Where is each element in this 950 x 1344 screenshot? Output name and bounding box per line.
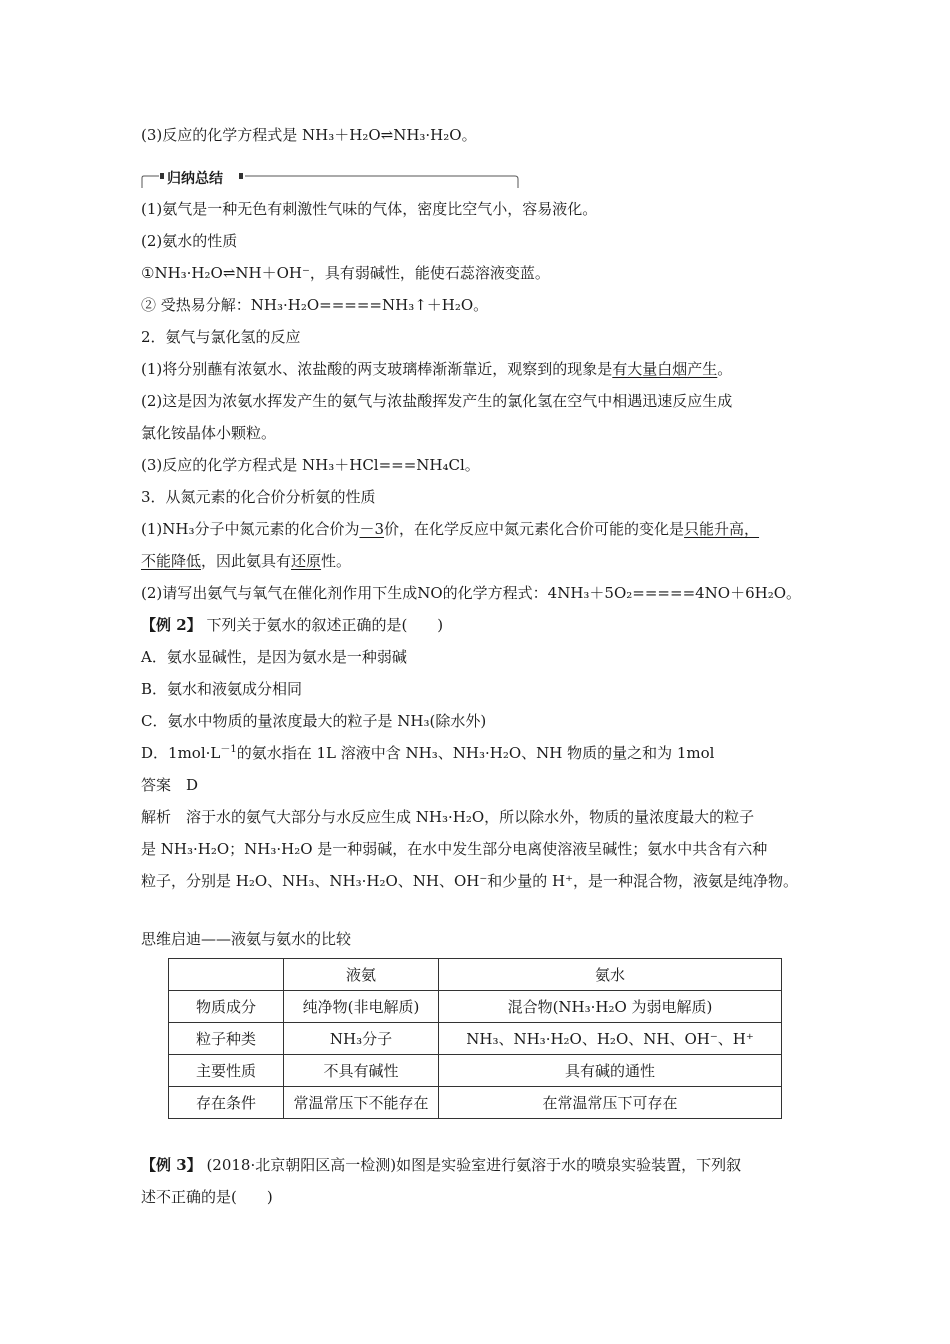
option-a: A．氨水显碱性，是因为氨水是一种弱碱	[141, 648, 407, 666]
table-cell: 粒子种类	[169, 1023, 284, 1055]
text-segment: D．1mol·L	[141, 744, 221, 762]
table-cell: 具有碱的通性	[439, 1055, 782, 1087]
table-cell: 混合物(NH₃·H₂O 为弱电解质)	[439, 991, 782, 1023]
example-tag: 【例 2】	[141, 616, 202, 634]
example-2-question	[141, 614, 443, 636]
comparison-table	[168, 958, 782, 1119]
table-cell: 纯净物(非电解质)	[284, 991, 439, 1023]
valence-line-1	[141, 518, 759, 540]
table-row	[169, 1023, 782, 1055]
example-tag: 【例 3】	[141, 1156, 202, 1174]
table-header-cell: 液氨	[284, 959, 439, 991]
text-segment: (1)将分别蘸有浓氨水、浓盐酸的两支玻璃棒渐渐靠近，观察到的现象是	[141, 360, 613, 378]
text-segment: 。	[717, 360, 733, 378]
comparison-title: 思维启迪——液氨与氨水的比较	[141, 930, 352, 948]
text-segment: 价，在化学反应中氮元素化合价可能的变化是	[384, 520, 685, 538]
reaction-equation-line: (3)反应的化学方程式是 NH₃＋H₂O⇌NH₃·H₂O。	[141, 126, 477, 144]
valence-line-3: (2)请写出氨气与氧气在催化剂作用下生成NO的化学方程式：4NH₃＋5O₂=====4NO＋6H₂O。	[141, 584, 802, 602]
answer-blank: 不能降低	[141, 552, 202, 570]
text-segment: 的氨水指在 1L 溶液中含 NH₃、NH₃·H₂O、NH 物质的量之和为 1mol	[236, 744, 715, 762]
hcl-reaction-line-2b: 氯化铵晶体小颗粒。	[141, 424, 277, 442]
table-cell: 在常温常压下可存在	[439, 1087, 782, 1119]
text-segment: (1)NH₃分子中氮元素的化合价为	[141, 520, 360, 538]
hcl-reaction-line-3: (3)反应的化学方程式是 NH₃＋HCl===NH₄Cl。	[141, 456, 480, 474]
summary-point-2: (2)氨水的性质	[141, 232, 238, 250]
question-text: (2018·北京朝阳区高一检测)如图是实验室进行氨溶于水的喷泉实验装置，下列叙	[201, 1156, 742, 1174]
answer-blank: 有大量白烟产生	[612, 360, 718, 378]
explanation-line-3: 粒子，分别是 H₂O、NH₃、NH₃·H₂O、NH、OH⁻和少量的 H⁺，是一种混合物，液氨是纯净物。	[141, 872, 799, 890]
summary-title: 归纳总结	[164, 170, 226, 188]
answer-blank: 还原	[291, 552, 322, 570]
answer-blank: 只能升高，	[684, 520, 760, 538]
explanation-line-2: 是 NH₃·H₂O；NH₃·H₂O 是一种弱碱，在水中发生部分电离使溶液呈碱性；氨水中共含有六种	[141, 840, 768, 858]
answer-blank: －3	[359, 520, 385, 538]
explanation-line-1: 解析 溶于水的氨气大部分与水反应生成 NH₃·H₂O，所以除水外，物质的量浓度最大的粒子	[141, 808, 755, 826]
table-header-row	[169, 959, 782, 991]
option-c: C．氨水中物质的量浓度最大的粒子是 NH₃(除水外)	[141, 712, 487, 730]
summary-point-3: ①NH₃·H₂O⇌NH＋OH⁻，具有弱碱性，能使石蕊溶液变蓝。	[141, 264, 550, 282]
option-b: B．氨水和液氨成分相同	[141, 680, 303, 698]
text-segment: ，因此氨具有	[201, 552, 292, 570]
superscript: －1	[220, 744, 237, 755]
table-header-cell: 氨水	[439, 959, 782, 991]
table-cell: NH₃、NH₃·H₂O、H₂O、NH、OH⁻、H⁺	[439, 1023, 782, 1055]
example-3-question-cont: 述不正确的是( )	[141, 1188, 273, 1206]
table-row	[169, 991, 782, 1023]
table-header-cell	[169, 959, 284, 991]
table-row	[169, 1087, 782, 1119]
table-cell: NH₃分子	[284, 1023, 439, 1055]
table-cell: 主要性质	[169, 1055, 284, 1087]
summary-point-1: (1)氨气是一种无色有刺激性气味的气体，密度比空气小，容易液化。	[141, 200, 598, 218]
answer-line: 答案 D	[141, 776, 199, 794]
section-heading-2: 2．氨气与氯化氢的反应	[141, 328, 301, 346]
example-3-question	[141, 1154, 741, 1176]
table-cell: 不具有碱性	[284, 1055, 439, 1087]
table-row	[169, 1055, 782, 1087]
table-cell: 常温常压下不能存在	[284, 1087, 439, 1119]
text-segment: 性。	[321, 552, 352, 570]
summary-point-4: ② 受热易分解：NH₃·H₂O=====NH₃↑＋H₂O。	[141, 296, 489, 314]
table-cell: 物质成分	[169, 991, 284, 1023]
section-heading-3: 3．从氮元素的化合价分析氨的性质	[141, 488, 376, 506]
question-text: 下列关于氨水的叙述正确的是( )	[201, 616, 444, 634]
summary-header	[141, 172, 519, 188]
table-cell: 存在条件	[169, 1087, 284, 1119]
hcl-reaction-line-2: (2)这是因为浓氨水挥发产生的氨气与浓盐酸挥发产生的氯化氢在空气中相遇迅速反应生成	[141, 392, 733, 410]
hcl-reaction-line-1	[141, 358, 732, 380]
option-d	[141, 742, 714, 764]
valence-line-2	[141, 550, 351, 572]
